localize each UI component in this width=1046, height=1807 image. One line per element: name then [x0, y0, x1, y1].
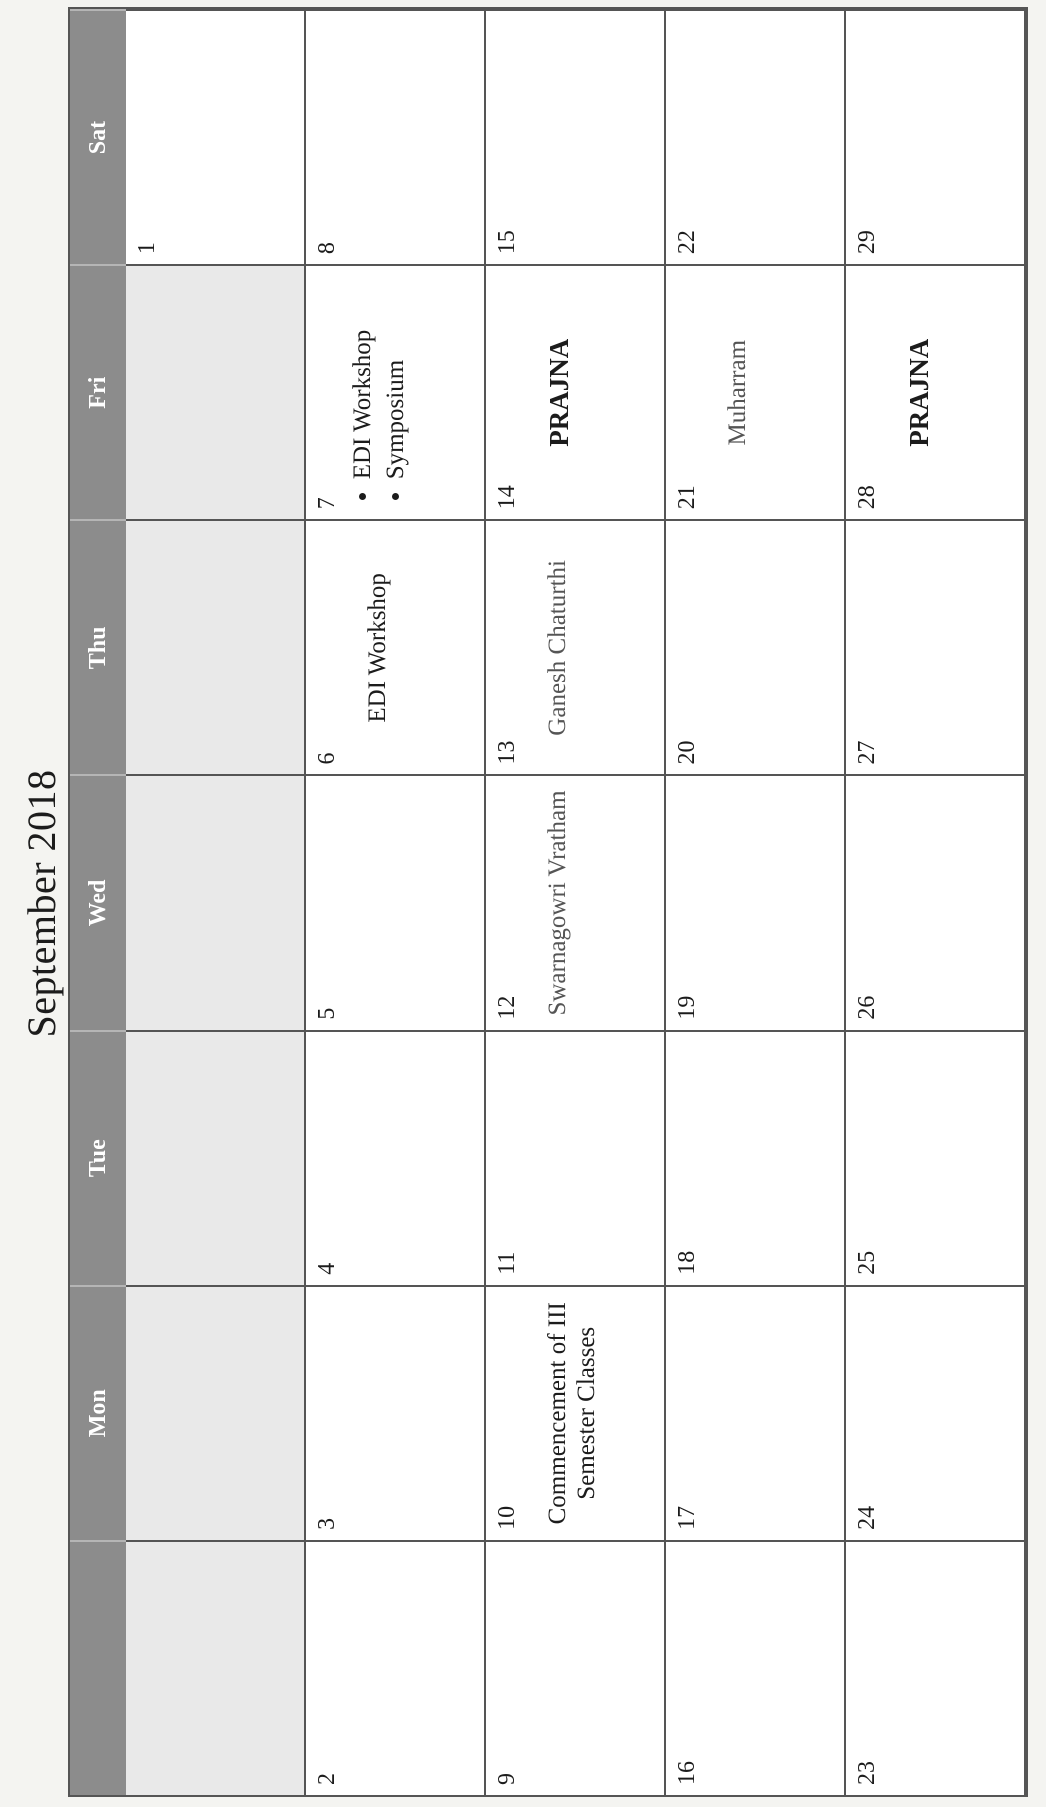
day-number: 5: [314, 1007, 340, 1020]
event-label: Commencement of III Semester Classes: [544, 1302, 600, 1525]
day-cell-22: [666, 9, 846, 264]
day-cell-26: [846, 774, 1026, 1029]
day-number: 13: [494, 740, 520, 765]
day-number: 8: [314, 242, 340, 255]
day-number: 25: [854, 1250, 880, 1275]
day-number: 17: [674, 1505, 700, 1530]
day-cell-27: [846, 519, 1026, 774]
event-label: PRAJNA: [904, 338, 934, 447]
day-cell-20: [666, 519, 846, 774]
day-number: 24: [854, 1505, 880, 1530]
day-number: 7: [314, 497, 340, 510]
day-number: 28: [854, 485, 880, 510]
day-cell-24: [846, 1285, 1026, 1540]
event-list: [347, 276, 412, 509]
day-number: 9: [494, 1773, 520, 1785]
day-number: 2: [314, 1773, 340, 1785]
day-number: 10: [494, 1505, 520, 1530]
day-number: 11: [494, 1251, 520, 1275]
day-number: 4: [314, 1262, 340, 1275]
day-cell-3: [306, 1285, 486, 1540]
day-cell-10: [486, 1285, 666, 1540]
day-cell-16: [666, 1540, 846, 1795]
day-number: 27: [854, 740, 880, 765]
day-number: 21: [674, 485, 700, 510]
day-cell-14: [486, 264, 666, 519]
day-number: 29: [854, 230, 880, 255]
weekday-header-wed: Wed: [70, 774, 126, 1029]
day-cell-25: [846, 1030, 1026, 1285]
empty-cell: [126, 1285, 306, 1540]
day-number: 3: [314, 1517, 340, 1530]
day-number: 23: [854, 1761, 880, 1785]
day-number: 16: [674, 1761, 700, 1785]
day-cell-21: [666, 264, 846, 519]
weekday-header-thu: Thu: [70, 519, 126, 774]
weekday-header-tue: Tue: [70, 1030, 126, 1285]
day-cell-13: [486, 519, 666, 774]
day-number: 12: [494, 995, 520, 1020]
empty-cell: [126, 1540, 306, 1795]
event-label: Muharram: [724, 339, 751, 446]
day-number: 18: [674, 1250, 700, 1275]
calendar-title: September 2018: [19, 769, 64, 1038]
day-number: 26: [854, 995, 880, 1020]
empty-cell: [126, 519, 306, 774]
event-label: Ganesh Chaturthi: [544, 560, 571, 736]
calendar-grid: [68, 7, 1028, 1797]
weekday-header-fri: Fri: [70, 264, 126, 519]
day-number: 6: [314, 752, 340, 765]
day-number: 20: [674, 740, 700, 765]
day-cell-17: [666, 1285, 846, 1540]
day-cell-28: [846, 264, 1026, 519]
day-cell-5: [306, 774, 486, 1029]
day-cell-15: [486, 9, 666, 264]
event-label: PRAJNA: [544, 338, 574, 447]
day-cell-8: [306, 9, 486, 264]
weekday-header-sun: [70, 1540, 126, 1795]
event-list-item: • EDI Workshop: [347, 276, 380, 479]
day-number: 1: [134, 242, 160, 255]
day-cell-4: [306, 1030, 486, 1285]
day-cell-11: [486, 1030, 666, 1285]
event-list-item: • Symposium: [380, 276, 413, 479]
day-cell-19: [666, 774, 846, 1029]
day-cell-2: [306, 1540, 486, 1795]
weekday-header-sat: Sat: [70, 9, 126, 264]
day-cell-18: [666, 1030, 846, 1285]
day-number: 22: [674, 230, 700, 255]
empty-cell: [126, 774, 306, 1029]
day-cell-23: [846, 1540, 1026, 1795]
day-cell-29: [846, 9, 1026, 264]
day-cell-1: [126, 9, 306, 264]
event-label: Swarnagowri Vratham: [544, 790, 571, 1016]
day-number: 14: [494, 485, 520, 510]
day-cell-7: [306, 264, 486, 519]
day-cell-6: [306, 519, 486, 774]
empty-cell: [126, 1030, 306, 1285]
day-number: 19: [674, 995, 700, 1020]
weekday-header-mon: Mon: [70, 1285, 126, 1540]
day-cell-12: [486, 774, 666, 1029]
empty-cell: [126, 264, 306, 519]
day-number: 15: [494, 230, 520, 255]
event-label: EDI Workshop: [364, 573, 391, 723]
day-cell-9: [486, 1540, 666, 1795]
